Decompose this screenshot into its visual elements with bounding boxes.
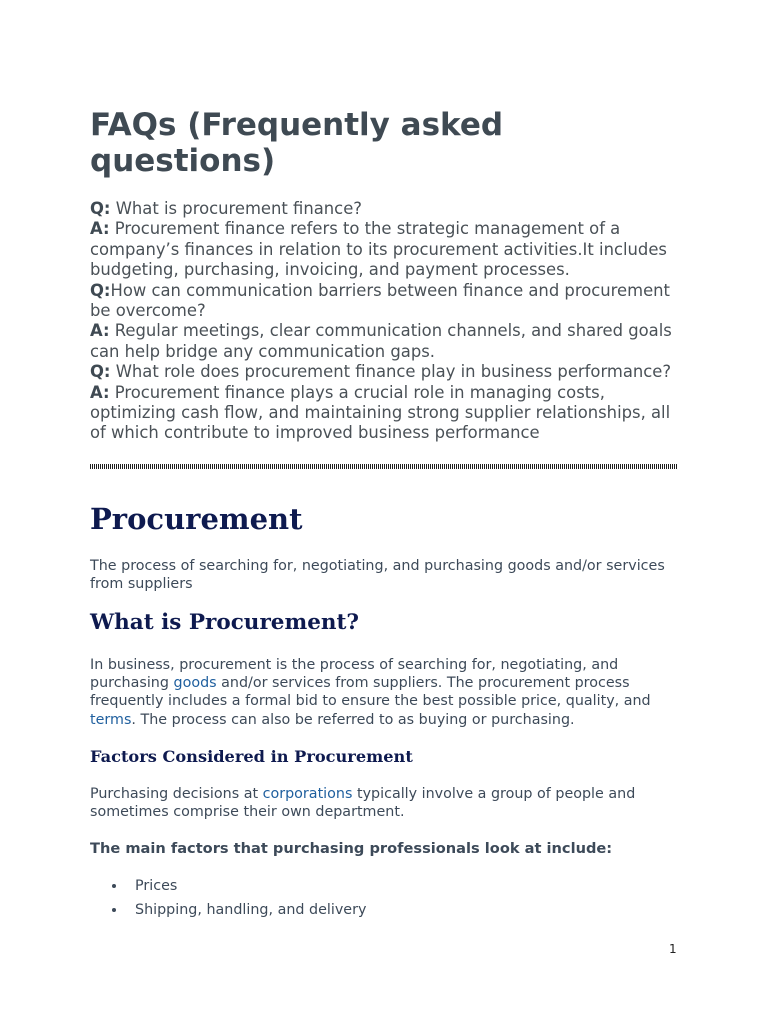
paragraph-text: typically involve a group of people and sometimes comprise their own department. xyxy=(90,786,636,821)
question-prefix: Q: xyxy=(90,199,111,218)
hatched-divider xyxy=(90,464,678,469)
section-paragraph xyxy=(90,656,675,729)
list-item-text: Shipping, handling, and delivery xyxy=(135,902,367,918)
question-text: How can communication barriers between finance and procurement be overcome? xyxy=(90,280,670,321)
page-number: 1 xyxy=(669,942,677,956)
paragraph-text: Purchasing decisions at xyxy=(90,786,263,802)
faq-question xyxy=(90,362,680,382)
section-heading: What is Procurement? xyxy=(90,610,360,635)
question-text: What is procurement finance? xyxy=(110,199,362,218)
list-item-text: Prices xyxy=(135,878,178,894)
factors-list xyxy=(90,874,366,922)
bullet-icon xyxy=(112,884,116,888)
corporations-link[interactable]: corporations xyxy=(262,786,353,802)
faq-answer xyxy=(90,321,680,362)
question-prefix: Q: xyxy=(90,280,111,300)
bullet-icon xyxy=(112,908,116,912)
answer-text: Procurement finance refers to the strategic management of a company’s finances in relation to its procurement activities.It includes budgeting, purchasing, invoicing, and payment processes. xyxy=(90,219,667,280)
answer-text: Procurement finance plays a crucial role in managing costs, optimizing cash flow, and maintaining strong supplier relationships, all of which contribute to improved business performance xyxy=(90,382,671,443)
question-text: What role does procurement finance play in business performance? xyxy=(110,362,672,382)
paragraph-text: . The process can also be referred to as buying or purchasing. xyxy=(131,711,575,728)
answer-prefix: A: xyxy=(90,321,110,341)
faq-question xyxy=(90,281,680,322)
article-subtitle: The process of searching for, negotiating, and purchasing goods and/or services from suppliers xyxy=(90,558,665,593)
list-item xyxy=(90,874,366,898)
paragraph-text: and/or services from suppliers. The procurement process frequently includes a formal bid to ensure the best possible price, quality, and xyxy=(90,675,651,710)
factors-heading: Factors Considered in Procurement xyxy=(90,747,413,766)
terms-link[interactable]: terms xyxy=(90,711,132,728)
answer-prefix: A: xyxy=(90,219,110,239)
factors-paragraph xyxy=(90,785,675,821)
answer-prefix: A: xyxy=(90,382,110,402)
faq-title: FAQs (Frequently asked questions) xyxy=(90,107,504,179)
paragraph-text: In business, procurement is the process of searching for, negotiating, and purchasing xyxy=(90,657,619,692)
main-factors-intro: The main factors that purchasing professionals look at include: xyxy=(90,840,613,857)
question-prefix: Q: xyxy=(90,362,111,382)
faq-answer xyxy=(90,219,680,280)
list-item xyxy=(90,898,366,922)
article-title: Procurement xyxy=(90,502,303,536)
faq-answer xyxy=(90,383,680,444)
faq-list xyxy=(90,199,680,444)
goods-link[interactable]: goods xyxy=(173,675,217,692)
faq-question xyxy=(90,199,680,219)
answer-text: Regular meetings, clear communication channels, and shared goals can help bridge any communication gaps. xyxy=(90,321,672,361)
